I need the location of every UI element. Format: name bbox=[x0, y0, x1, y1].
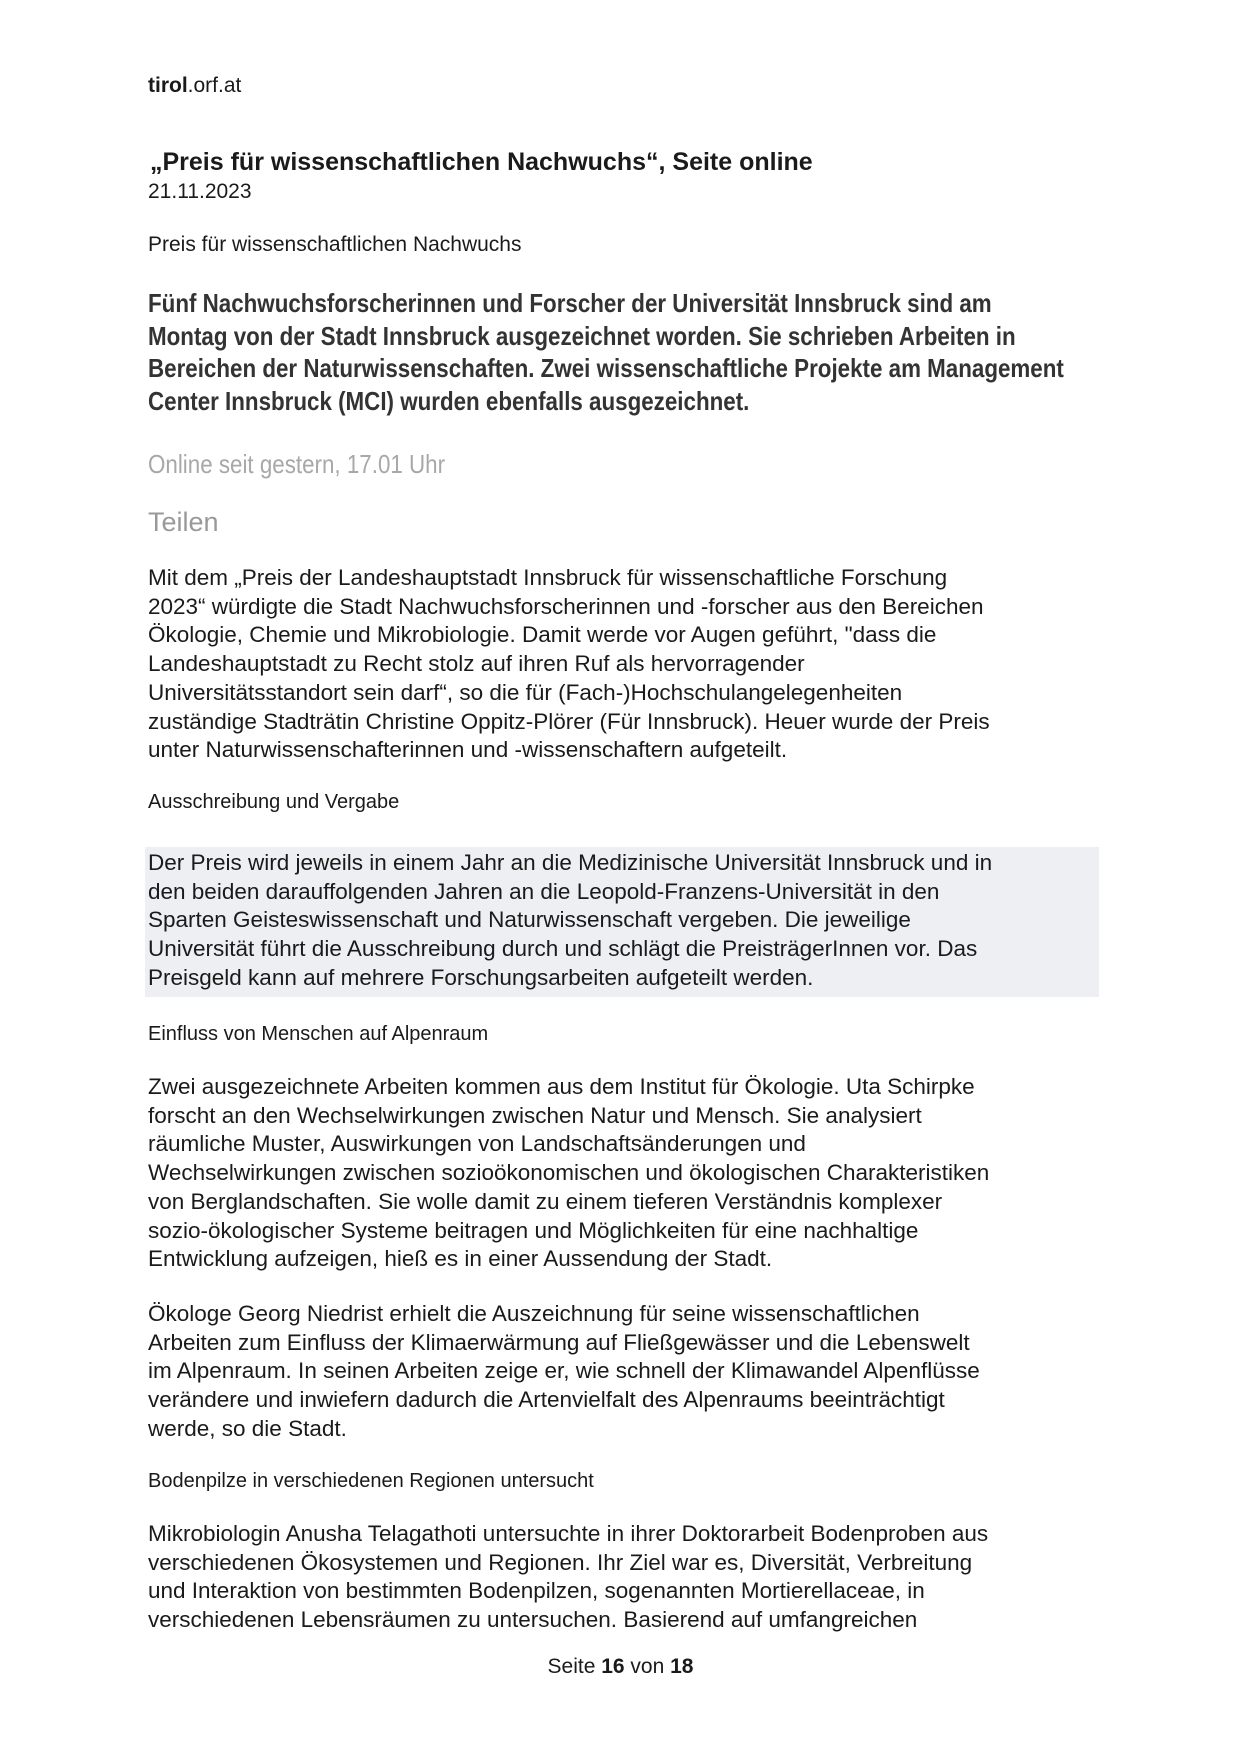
subheading-ausschreibung: Ausschreibung und Vergabe bbox=[148, 791, 400, 813]
current-page: 16 bbox=[601, 1655, 625, 1678]
paragraph-4 bbox=[148, 1300, 980, 1444]
total-pages: 18 bbox=[670, 1655, 694, 1678]
text-line: Mikrobiologin Anusha Telagathoti untersuchte in ihrer Doktorarbeit Bodenproben aus bbox=[148, 1521, 989, 1546]
text-line: Entwicklung aufzeigen, hieß es in einer Aussendung der Stadt. bbox=[148, 1246, 773, 1272]
article-date: 21.11.2023 bbox=[148, 180, 252, 203]
online-since: Online seit gestern, 17.01 Uhr bbox=[148, 449, 446, 479]
site-name-rest: .orf.at bbox=[187, 74, 242, 97]
text-line: und Interaktion von bestimmten Bodenpilzen, sogenannten Mortierellaceae, in bbox=[148, 1578, 925, 1604]
text-line: Arbeiten zum Einfluss der Klimaerwärmung auf Fließgewässer und die Lebenswelt bbox=[148, 1329, 970, 1355]
paragraph-2-highlighted bbox=[145, 847, 1099, 997]
lead-line: Bereichen der Naturwissenschaften. Zwei wissenschaftliche Projekte am Management bbox=[148, 353, 1064, 383]
text-line: den beiden darauffolgenden Jahren an die Leopold-Franzens-Universität in den bbox=[148, 878, 940, 904]
paragraph-1 bbox=[148, 564, 990, 765]
text-line: Universitätsstandort sein darf“, so die für (Fach-)Hochschulangelegenheiten bbox=[148, 679, 903, 705]
text-line: Der Preis wird jeweils in einem Jahr an die Medizinische Universität Innsbruck und in bbox=[148, 850, 993, 875]
page-footer bbox=[0, 1655, 1241, 1679]
text-line: von Berglandschaften. Sie wolle damit zu einem tieferen Verständnis komplexer bbox=[148, 1188, 943, 1214]
text-line: Zwei ausgezeichnete Arbeiten kommen aus dem Institut für Ökologie. Uta Schirpke bbox=[148, 1074, 975, 1099]
text-line: Ökologe Georg Niedrist erhielt die Auszeichnung für seine wissenschaftlichen bbox=[148, 1301, 920, 1326]
text-line: sozio-ökologischer Systeme beitragen und Möglichkeiten für eine nachhaltige bbox=[148, 1217, 919, 1243]
text-line: werde, so die Stadt. bbox=[148, 1415, 347, 1441]
paragraph-5 bbox=[148, 1520, 988, 1635]
text-line: Preisgeld kann auf mehrere Forschungsarbeiten aufgeteilt werden. bbox=[148, 964, 814, 990]
paragraph-3 bbox=[148, 1073, 989, 1274]
text-line: verschiedenen Ökosystemen und Regionen. Ihr Ziel war es, Diversität, Verbreitung bbox=[148, 1549, 973, 1575]
text-line: Wechselwirkungen zwischen sozioökonomischen und ökologischen Charakteristiken bbox=[148, 1160, 990, 1186]
footer-prefix: Seite bbox=[547, 1655, 602, 1678]
text-line: Sparten Geisteswissenschaft und Naturwissenschaft vergeben. Die jeweilige bbox=[148, 907, 911, 933]
article-kicker: Preis für wissenschaftlichen Nachwuchs bbox=[148, 233, 522, 256]
text-line: verändere und inwiefern dadurch die Artenvielfalt des Alpenraums beeinträchtigt bbox=[148, 1387, 945, 1413]
text-line: zuständige Stadträtin Christine Oppitz-Plörer (Für Innsbruck). Heuer wurde der Preis bbox=[148, 708, 990, 734]
text-line: Mit dem „Preis der Landeshauptstadt Innsbruck für wissenschaftliche Forschung bbox=[148, 565, 948, 590]
lead-line: Montag von der Stadt Innsbruck ausgezeichnet worden. Sie schrieben Arbeiten in bbox=[148, 320, 1016, 351]
text-line: 2023“ würdigte die Stadt Nachwuchsforscherinnen und -forscher aus den Bereichen bbox=[148, 593, 984, 619]
article-lead bbox=[148, 287, 1213, 417]
lead-line: Center Innsbruck (MCI) wurden ebenfalls ausgezeichnet. bbox=[148, 385, 750, 416]
text-line: unter Naturwissenschafterinnen und -wissenschaftern aufgeteilt. bbox=[148, 737, 788, 763]
site-name bbox=[148, 74, 241, 98]
text-line: räumliche Muster, Auswirkungen von Landschaftsänderungen und bbox=[148, 1131, 806, 1157]
share-link[interactable]: Teilen bbox=[148, 507, 219, 537]
text-line: im Alpenraum. In seinen Arbeiten zeige er, wie schnell der Klimawandel Alpenflüsse bbox=[148, 1358, 980, 1384]
article-title: „Preis für wissenschaftlichen Nachwuchs“, Seite online bbox=[150, 148, 813, 176]
subheading-bodenpilze: Bodenpilze in verschiedenen Regionen untersucht bbox=[148, 1470, 594, 1492]
footer-mid: von bbox=[624, 1655, 671, 1678]
site-name-bold: tirol bbox=[148, 74, 188, 97]
text-line: verschiedenen Lebensräumen zu untersuchen. Basierend auf umfangreichen bbox=[148, 1607, 918, 1633]
text-line: Universität führt die Ausschreibung durch und schlägt die PreisträgerInnen vor. Das bbox=[148, 936, 978, 962]
lead-line: Fünf Nachwuchsforscherinnen und Forscher der Universität Innsbruck sind am bbox=[148, 288, 992, 318]
text-line: Landeshauptstadt zu Recht stolz auf ihren Ruf als hervorragender bbox=[148, 651, 805, 677]
text-line: forscht an den Wechselwirkungen zwischen Natur und Mensch. Sie analysiert bbox=[148, 1102, 922, 1128]
subheading-einfluss: Einfluss von Menschen auf Alpenraum bbox=[148, 1023, 489, 1045]
text-line: Ökologie, Chemie und Mikrobiologie. Damit werde vor Augen geführt, "dass die bbox=[148, 622, 937, 648]
